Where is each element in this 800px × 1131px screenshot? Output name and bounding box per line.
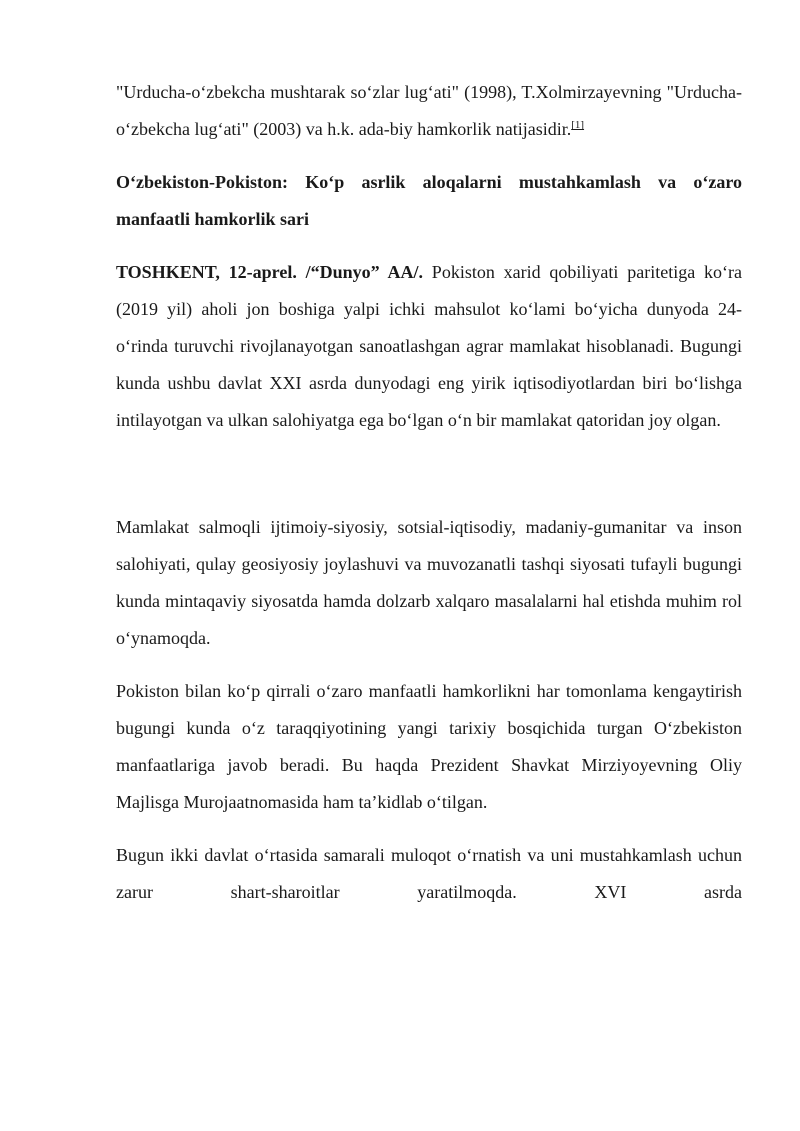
- lead-text: Pokiston xarid qobiliyati paritetiga ko‘ra (2019 yil) aholi jon boshiga yalpi ichki mahsulot ko‘lami bo‘yicha dunyoda 24-o‘rinda turuvchi rivojlanayotgan sanoatlashgan agrar mamlakat hisoblanadi. Bugungi kunda ushbu davlat XXI asrda dunyodagi eng yirik iqtisodiyotlardan biri bo‘lishga intilayotgan va ulkan salohiyatga ega bo‘lgan o‘n bir mamlakat qatoridan joy olgan.: [116, 262, 742, 430]
- dateline: TOSHKENT, 12-aprel. /“Dunyo” AA/.: [116, 262, 423, 282]
- intro-paragraph: [116, 74, 742, 148]
- article-heading: O‘zbekiston-Pokiston: Ko‘p asrlik aloqalarni mustahkamlash va o‘zaro manfaatli hamkorlik sari: [116, 172, 742, 229]
- body-paragraph-2: Pokiston bilan ko‘p qirrali o‘zaro manfaatli hamkorlikni har tomonlama kengaytirish bugungi kunda o‘z taraqqiyotining yangi tarixiy bosqichida turgan O‘zbekiston manfaatlariga javob beradi. Bu haqda Prezident Shavkat Mirziyoyevning Oliy Majlisga Murojaatnomasida ham ta’kidlab o‘tilgan.: [116, 681, 742, 812]
- intro-text: "Urducha-o‘zbekcha mushtarak so‘zlar lug‘ati" (1998), T.Xolmirzayevning "Urducha-o‘zbekcha lug‘ati" (2003) va h.k. ada-biy hamkorlik natijasidir.: [116, 82, 742, 139]
- footnote-link[interactable]: [1]: [571, 119, 585, 131]
- body-paragraph-1: Mamlakat salmoqli ijtimoiy-siyosiy, sotsial-iqtisodiy, madaniy-gumanitar va inson salohiyati, qulay geosiyosiy joylashuvi va muvozanatli tashqi siyosati tufayli bugungi kunda mintaqaviy siyosatda hamda dolzarb xalqaro masalalarni hal etishda muhim rol o‘ynamoqda.: [116, 517, 742, 648]
- document-page: [116, 74, 742, 927]
- body-paragraph-3: Bugun ikki davlat o‘rtasida samarali muloqot o‘rnatish va uni mustahkamlash uchun zarur shart-sharoitlar yaratilmoqda. XVI asrda: [116, 845, 742, 902]
- paragraph-gap: [116, 455, 742, 509]
- article-lead-paragraph: [116, 254, 742, 439]
